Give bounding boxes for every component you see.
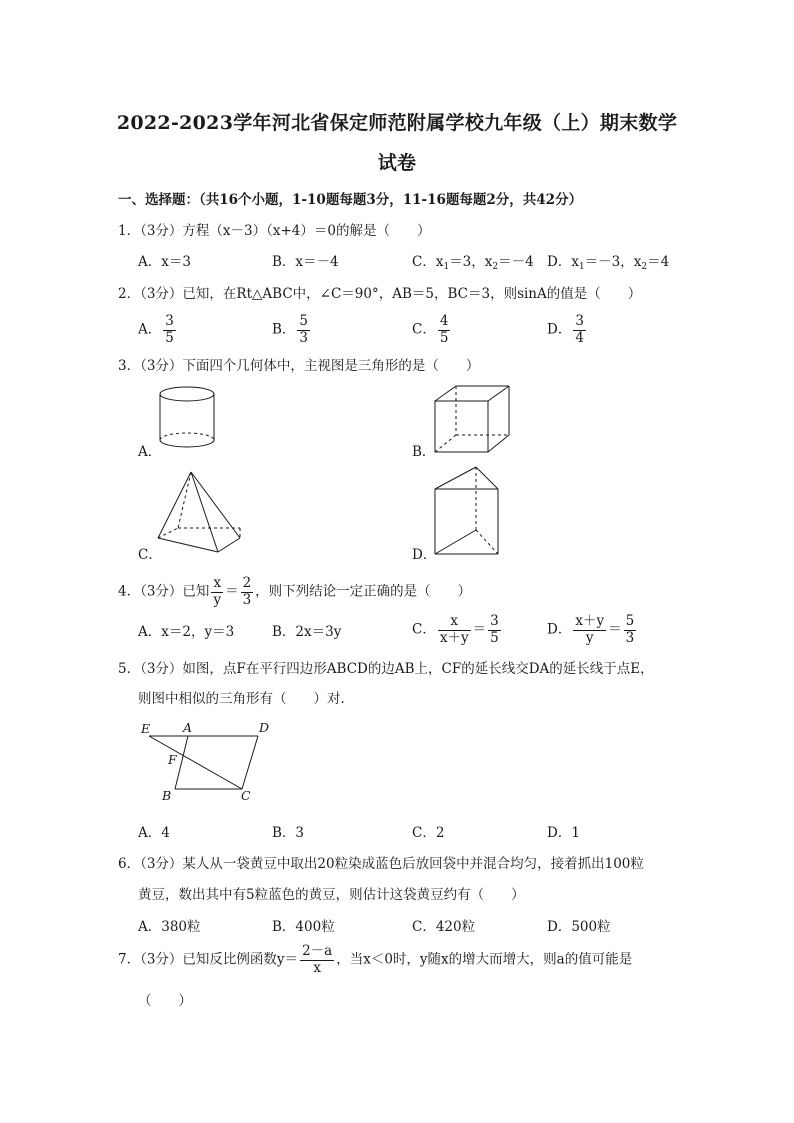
q2-option-d[interactable]: D． $\frac{3}{4}$ xyxy=(547,313,584,346)
exam-title-line2: 试卷 xyxy=(377,152,417,174)
cylinder-figure[interactable] xyxy=(158,384,218,454)
q6-option-d[interactable]: D．500粒 xyxy=(547,919,611,935)
q6-option-c[interactable]: C．420粒 xyxy=(412,919,476,935)
prism-figure[interactable] xyxy=(432,464,502,558)
q6-stem-line1: 6．（3分）某人从一袋黄豆中取出20粒染成蓝色后放回袋中并混合均匀，接着抓出100粒 xyxy=(118,856,644,872)
point-f-label: F xyxy=(168,752,177,767)
q2-stem: 2．（3分）已知，在Rt△ABC中，∠C＝90°，AB＝5，BC＝3，则sinA的值是（ ） xyxy=(118,286,642,302)
q3-option-d-label[interactable]: D． xyxy=(412,547,437,563)
q5-option-c[interactable]: C．2 xyxy=(412,825,445,841)
q6-stem-line2: 黄豆，数出其中有5粒蓝色的黄豆，则估计这袋黄豆约有（ ） xyxy=(138,887,525,903)
q1-option-d[interactable]: D．$x_1=-3$，$x_2=4$ xyxy=(547,254,670,272)
q4-stem: 4．（3分）已知 $\frac{x}{y}$ ＝ $\frac{2}{3}$ ，则下列结论一定正确的是（ ） xyxy=(118,575,472,608)
q4-options xyxy=(138,614,698,644)
exam-title-line1: 2022-2023学年河北省保定师范附属学校九年级（上）期末数学 xyxy=(116,112,678,134)
q5-option-b[interactable]: B．3 xyxy=(272,825,305,841)
q1-option-a[interactable]: A．x＝3 xyxy=(138,254,191,270)
q2-options xyxy=(138,314,698,344)
q5-stem-line1: 5．（3分）如图，点F在平行四边形ABCD的边AB上，CF的延长线交DA的延长线于点E， xyxy=(118,661,654,677)
q1-stem: 1．（3分）方程（x－3）（x+4）＝0的解是（ ） xyxy=(118,223,431,239)
q4-option-d[interactable]: D． $\frac{x+y}{y}$ ＝ $\frac{5}{3}$ xyxy=(547,613,635,646)
q4-option-b[interactable]: B．2x＝3y xyxy=(272,624,342,640)
q6-option-b[interactable]: B．400粒 xyxy=(272,919,335,935)
q4-option-a[interactable]: A．x＝2，y＝3 xyxy=(138,624,235,640)
q1-option-c[interactable]: C．$x_1=3$，$x_2=-4$ xyxy=(412,254,534,272)
point-b-label: B xyxy=(162,788,172,803)
cube-figure[interactable] xyxy=(432,383,512,455)
point-d-label: D xyxy=(259,720,270,735)
q2-option-b[interactable]: B． $\frac{5}{3}$ xyxy=(272,313,309,346)
q7-answer-blank: （ ） xyxy=(138,993,192,1009)
q3-stem: 3．（3分）下面四个几何体中，主视图是三角形的是（ ） xyxy=(118,358,480,374)
q7-stem: 7．（3分）已知反比例函数y＝ $\frac{2-a}{x}$ ，当x＜0时，y随x的增大而增大，则a的值可能是 xyxy=(118,943,633,976)
parallelogram-figure xyxy=(140,718,280,806)
point-c-label: C xyxy=(241,788,251,803)
q6-option-a[interactable]: A．380粒 xyxy=(138,919,201,935)
q6-options xyxy=(138,915,698,935)
q5-option-d[interactable]: D．1 xyxy=(547,825,580,841)
q3-option-a-label[interactable]: A． xyxy=(138,444,162,460)
q4-option-c[interactable]: C． $\frac{x}{x+y}$ ＝ $\frac{3}{5}$ xyxy=(412,613,499,646)
q5-options xyxy=(138,821,698,841)
q3-option-c-label[interactable]: C． xyxy=(138,547,162,563)
q1-options xyxy=(138,250,698,270)
pyramid-figure[interactable] xyxy=(156,470,244,556)
section-heading: 一、选择题：（共16个小题，1-10题每题3分，11-16题每题2分，共42分） xyxy=(118,192,583,208)
q2-option-a[interactable]: A． $\frac{3}{5}$ xyxy=(138,313,174,346)
q5-option-a[interactable]: A．4 xyxy=(138,825,170,841)
q1-option-b[interactable]: B．x＝－4 xyxy=(272,254,339,270)
q2-option-c[interactable]: C． $\frac{4}{5}$ xyxy=(412,313,449,346)
q3-option-b-label[interactable]: B． xyxy=(412,444,436,460)
point-e-label: E xyxy=(141,721,151,736)
point-a-label: A xyxy=(183,720,193,735)
q5-stem-line2: 则图中相似的三角形有（ ）对． xyxy=(138,691,354,707)
